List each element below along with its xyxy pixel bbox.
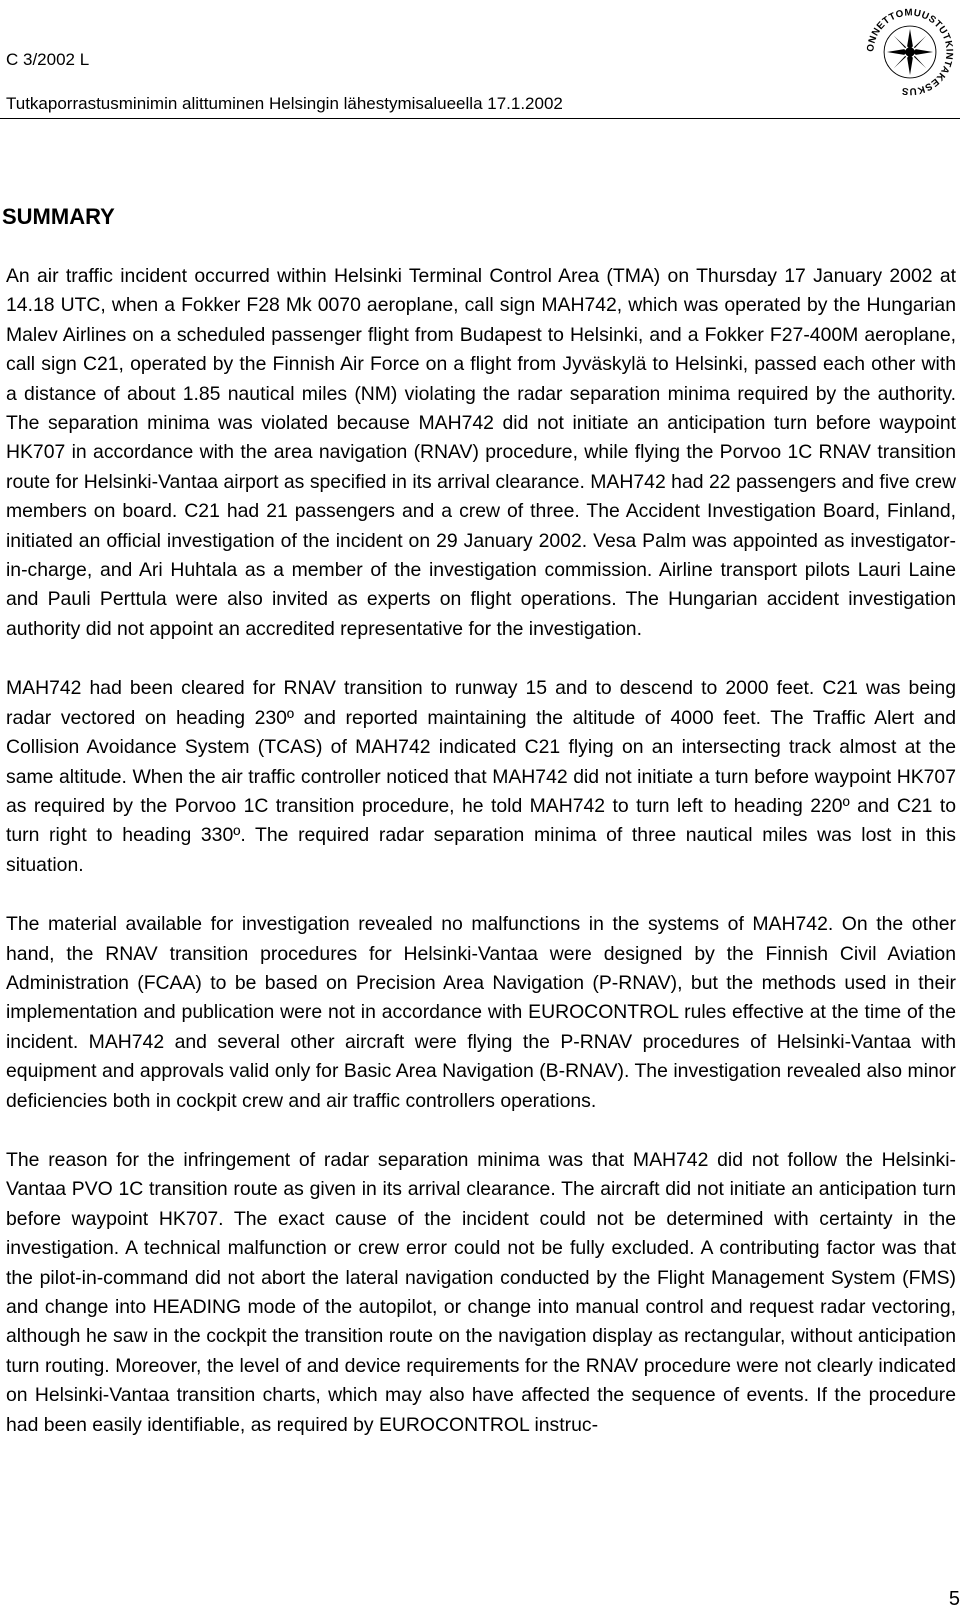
summary-paragraph-3: The material available for investigation revealed no malfunctions in the systems of MAH742. On the other hand, the RNAV transition procedures for Helsinki-Vantaa were designed by the Finnish Civil Aviation Administration (FCAA) to be based on Precision Area Navigation (P-RNAV), but the methods used in their implementation and publication were not in accordance with EUROCONTROL rules effective at the time of the incident. MAH742 and several other aircraft were flying the P-RNAV procedures of Helsinki-Vantaa with equipment and approvals valid only for Basic Area Navigation (B-RNAV). The investigation revealed also minor deficiencies both in cockpit crew and air traffic controllers operations. bbox=[6, 913, 956, 1112]
header-divider bbox=[0, 118, 960, 119]
report-id: C 3/2002 L bbox=[6, 50, 90, 69]
summary-paragraph-2: MAH742 had been cleared for RNAV transition to runway 15 and to descend to 2000 feet. C21 was being radar vectored on heading 230º and reported maintaining the altitude of 4000 feet. The Traffic Alert and Collision Avoidance System (TCAS) of MAH742 indicated C21 flying on an intersecting track almost at the same altitude. When the air traffic controller noticed that MAH742 did not initiate a turn before waypoint HK707 as required by the Porvoo 1C transition procedure, he told MAH742 to turn left to heading 220º and C21 to turn right to heading 330º. The required radar separation minima of three nautical miles was lost in this situation. bbox=[6, 677, 956, 876]
agency-logo-seal bbox=[862, 4, 958, 100]
summary-paragraph-4: The reason for the infringement of radar separation minima was that MAH742 did not follow the Helsinki-Vantaa PVO 1C transition route as given in its arrival clearance. The aircraft did not initiate an anticipation turn before waypoint HK707. The exact cause of the incident could not be determined with certainty in the investigation. A technical malfunction or crew error could not be fully excluded. A contributing factor was that the pilot-in-command did not abort the lateral navigation conducted by the Flight Management System (FMS) and change into HEADING mode of the autopilot, or change into manual control and request radar vectoring, although he saw in the cockpit the transition route on the navigation display as rectangular, without anticipation turn routing. Moreover, the level of and device requirements for the RNAV procedure were not clearly indicated on Helsinki-Vantaa transition charts, which may also have affected the sequence of events. If the procedure had been easily identifiable, as required by EUROCONTROL instruc- bbox=[6, 1148, 956, 1436]
summary-paragraph-1: An air traffic incident occurred within Helsinki Terminal Control Area (TMA) on Thursday 17 January 2002 at 14.18 UTC, when a Fokker F28 Mk 0070 aeroplane, call sign MAH742, which was operated by the Hungarian Malev Airlines on a scheduled passenger flight from Budapest to Helsinki, and a Fokker F27-400M aeroplane, call sign C21, operated by the Finnish Air Force on a flight from Jyväskylä to Helsinki, passed each other with a distance of about 1.85 nautical miles (NM) violating the radar separation minima required by the authority. The separation minima was violated because MAH742 did not initiate an anticipation turn before waypoint HK707 in accordance with the area navigation (RNAV) procedure, while flying the Porvoo 1C RNAV transition route for Helsinki-Vantaa airport as specified in its arrival clearance. MAH742 had 22 passengers and five crew members on board. C21 had 21 passengers and a crew of three. The Accident Investigation Board, Finland, initiated an official investigation of the incident on 29 January 2002. Vesa Palm was appointed as investigator-in-charge, and Ari Huhtala as a member of the investigation commission. Airline transport pilots Lauri Laine and Pauli Perttula were also invited as experts on flight operations. The Hungarian accident investigation authority did not appoint an accredited representative for the investigation. bbox=[6, 265, 956, 640]
summary-heading: SUMMARY bbox=[2, 204, 115, 229]
page-number: 5 bbox=[948, 1588, 960, 1610]
logo-ring-text: ONNETTOMUUSTUTKINTAKESKUS bbox=[865, 7, 955, 97]
summary-body bbox=[6, 262, 956, 1470]
report-subtitle: Tutkaporrastusminimin alittuminen Helsingin lähestymisalueella 17.1.2002 bbox=[6, 94, 563, 113]
